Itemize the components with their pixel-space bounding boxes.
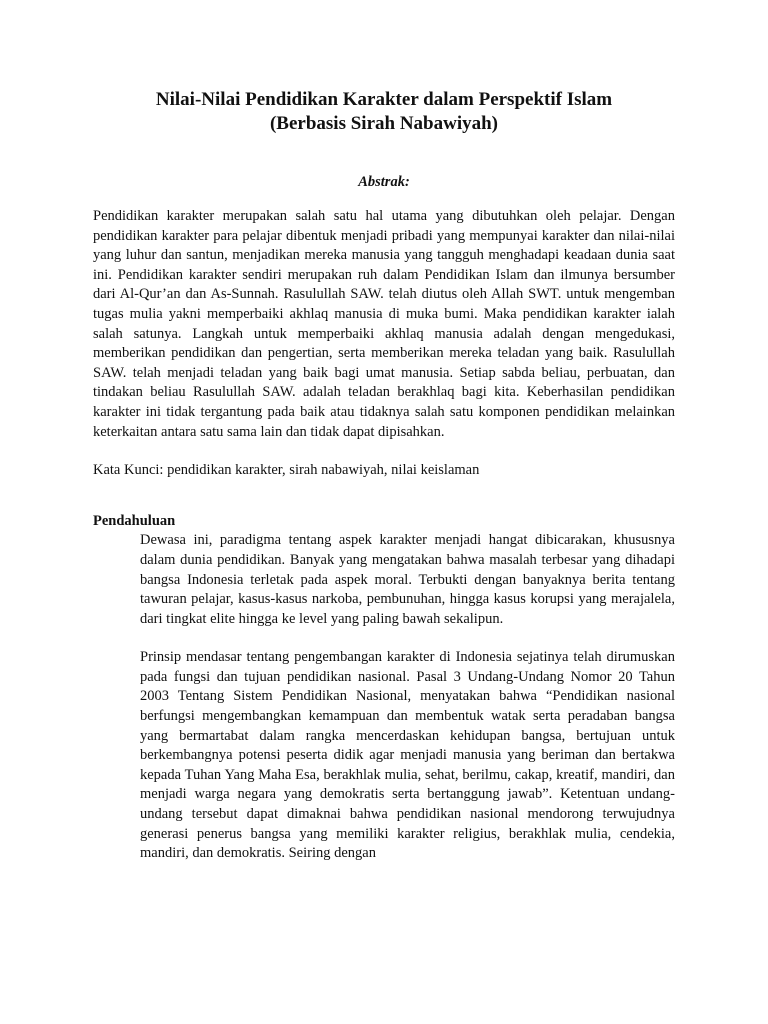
paper-title <box>93 88 675 136</box>
abstract-text: Pendidikan karakter merupakan salah satu hal utama yang dibutuhkan oleh pelajar. Dengan pendidikan karakter para pelajar dibentuk menjadi pribadi yang mempunyai karakter dan nilai-nilai yang luhur dan santun, menjadikan mereka manusia yang tangguh menghadapi keadaan dunia saat ini. Pendidikan karakter sendiri merupakan ruh dalam Pendidikan Islam dan ilmunya bersumber dari Al-Qur’an dan As-Sunnah. Rasulullah SAW. telah diutus oleh Allah SWT. untuk mengemban tugas mulia yakni memperbaiki akhlaq manusia di muka bumi. Maka pendidikan karakter ialah salah satunya. Langkah untuk memperbaiki akhlaq manusia adalah dengan mengedukasi, memberikan pendidikan dan pengertian, serta memberikan mereka teladan yang baik. Rasulullah SAW. telah menjadi teladan yang baik bagi umat manusia. Setiap sabda beliau, perbuatan, dan tindakan beliau Rasulullah SAW. adalah teladan berakhlaq bagi kita. Keberhasilan pendidikan karakter ini tidak tergantung pada baik atau tidaknya salah satu komponen pendidikan melainkan keterkaitan antara satu sama lain dan tidak dapat dipisahkan. <box>93 208 675 440</box>
intro-paragraph-2: Prinsip mendasar tentang pengembangan karakter di Indonesia sejatinya telah dirumuskan pada fungsi dan tujuan pendidikan nasional. Pasal 3 Undang-Undang Nomor 20 Tahun 2003 Tentang Sistem Pendidikan Nasional, menyatakan bahwa “Pendidikan nasional berfungsi mengembangkan kemampuan dan membentuk watak serta peradaban bangsa yang bermartabat dalam rangka mencerdaskan kehidupan bangsa, bertujuan untuk berkembangnya potensi peserta didik agar menjadi manusia yang beriman dan bertakwa kepada Tuhan Yang Maha Esa, berakhlak mulia, sehat, berilmu, cakap, kreatif, mandiri, dan menjadi warga negara yang demokratis serta bertanggung jawab”. Ketentuan undang-undang tersebut dapat dimaknai bahwa pendidikan nasional mendorong terwujudnya generasi penerus bangsa yang memiliki karakter religius, berakhlak mulia, cendekia, mandiri, dan demokratis. Seiring dengan <box>140 649 675 862</box>
abstract-heading: Abstrak: <box>358 174 410 190</box>
intro-paragraph-1: Dewasa ini, paradigma tentang aspek karakter menjadi hangat dibicarakan, khususnya dalam dunia pendidikan. Banyak yang mengatakan bahwa masalah terbesar yang dihadapi bangsa Indonesia terletak pada aspek moral. Terbukti dengan banyaknya berita tentang tawuran pelajar, kasus-kasus narkoba, pembunuhan, hingga kasus korupsi yang merajalela, dari tingkat elite hingga ke level yang paling bawah sekalipun. <box>140 532 675 627</box>
introduction-section <box>93 531 675 864</box>
paper-title-line-1: Nilai-Nilai Pendidikan Karakter dalam Perspektif Islam <box>155 89 613 110</box>
section-heading-pendahuluan: Pendahuluan <box>93 512 176 529</box>
paper-title-line-2: (Berbasis Sirah Nabawiyah) <box>269 113 499 134</box>
keywords: Kata Kunci: pendidikan karakter, sirah nabawiyah, nilai keislaman <box>93 462 480 479</box>
